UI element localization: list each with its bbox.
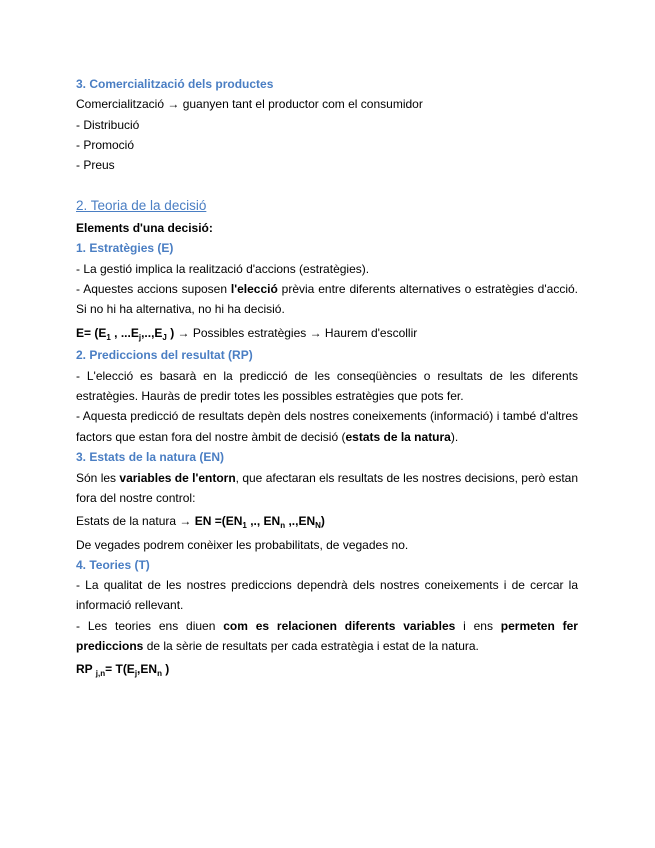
estrategies-p1: - La gestió implica la realització d'accions (estratègies). xyxy=(76,262,370,276)
estrategies-heading: 1. Estratègies (E) xyxy=(76,241,174,255)
elements-title: Elements d'una decisió: xyxy=(76,221,213,235)
teories-p2: informació rellevant. xyxy=(76,598,184,612)
list-item: - Preus xyxy=(76,158,115,172)
estrategies-p3: Si no hi ha alternativa, no hi ha decisió. xyxy=(76,302,285,316)
natura-p1: Són les variables de l'entorn, que afectaran els resultats de les nostres decisions, però estan xyxy=(76,471,578,485)
natura-p3: De vegades podrem conèixer les probabilitats, de vegades no. xyxy=(76,538,409,552)
teories-heading: 4. Teories (T) xyxy=(76,558,150,572)
estrategies-formula: $E= (E_1$ , $...E_j,..,E_J$ ) → Possibles estratègies → Haurem d'escollir xyxy=(76,326,418,342)
natura-p2: fora del nostre control: xyxy=(76,491,196,505)
list-item: - Distribució xyxy=(76,118,140,132)
prediccions-p3: - Aquesta predicció de resultats depèn dels nostres coneixements (informació) i també d'altres xyxy=(76,409,578,423)
teories-p4: prediccions de la sèrie de resultats per cada estratègia i estat de la natura. xyxy=(76,639,479,653)
teories-p3: - Les teories ens diuen com es relacionen diferents variables i ens permeten fer xyxy=(76,619,578,633)
prediccions-p2: estratègies. Hauràs de predir totes les possibles estratègies que pots fer. xyxy=(76,389,464,403)
section3-heading: 3. Comercialització dels productes xyxy=(76,77,274,91)
teories-formula: RP $_{j,n}= T(E_j,EN_n$ ) xyxy=(76,662,170,678)
list-item: - Promoció xyxy=(76,138,135,152)
section2-heading: 2. Teoria de la decisió xyxy=(76,198,207,213)
prediccions-p1: - L'elecció es basarà en la predicció de les conseqüències o resultats de les diferents xyxy=(76,369,578,383)
section3-line1: Comercialització → guanyen tant el productor com el consumidor xyxy=(76,97,423,111)
natura-heading: 3. Estats de la natura (EN) xyxy=(76,450,225,464)
prediccions-p4: factors que estan fora del nostre àmbit de decisió (estats de la natura). xyxy=(76,430,459,444)
estrategies-p2: - Aquestes accions suposen l'elecció prèvia entre diferents alternatives o estratègies d'acció. xyxy=(76,282,578,296)
teories-p1: - La qualitat de les nostres prediccions dependrà dels nostres coneixements i de cercar la xyxy=(76,578,578,592)
natura-formula: Estats de la natura → EN $=(EN_1$ ,., $EN_n$ $,.,EN_N$) xyxy=(76,514,325,530)
prediccions-heading: 2. Prediccions del resultat (RP) xyxy=(76,348,253,362)
